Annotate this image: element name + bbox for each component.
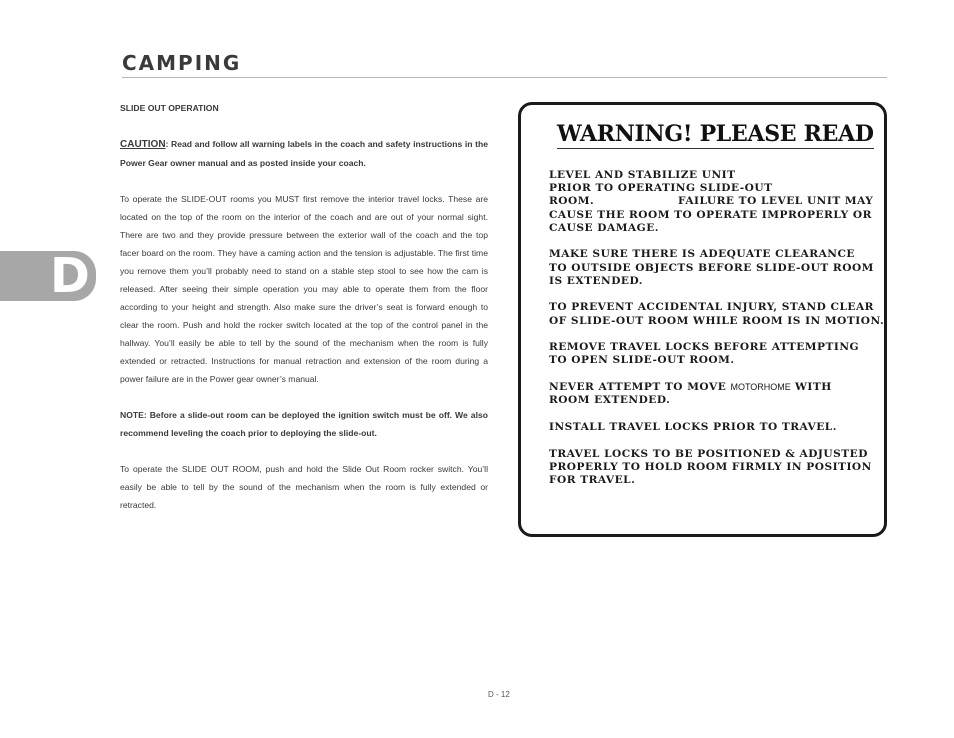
operation-paragraph: To operate the SLIDE-OUT rooms you MUST first remove the interior travel locks. These are located on the top of the room on the interior of the coach and are out of your normal sight. There are two and they provide pressure between the exterior wall of the coach and the top facer board on the room. They have a caming action and the tension is adjustable. The first time you remove them you’ll probably need to stand on a stable step stool to see how the cam is released. After seeing their simple operation you may able to operate them from the floor according to your height and strength. Also make sure the driver’s seat is forward enough to clear the room. Push and hold the rocker switch located at the top of the control panel in the hallway. You’ll easily be able to tell by the sound of the mechanism when the room is fully extended or retracted. Instructions for manual retraction and extension of the room during a power failure are in the Power gear owner’s manual. xyxy=(120,194,488,384)
warning-line: PRIOR TO OPERATING SLIDE-OUT xyxy=(549,182,773,194)
warning-line: MAKE SURE THERE IS ADEQUATE CLEARANCE xyxy=(549,248,855,260)
warning-line: LEVEL AND STABILIZE UNIT xyxy=(549,169,736,181)
warning-line: TO OUTSIDE OBJECTS BEFORE SLIDE-OUT ROOM xyxy=(549,262,874,274)
warning-line: CAUSE DAMAGE. xyxy=(549,222,659,234)
warning-line: PROPERLY TO HOLD ROOM FIRMLY IN POSITION xyxy=(549,461,872,473)
page-title: CAMPING xyxy=(122,51,242,75)
warning-line: TO PREVENT ACCIDENTAL INJURY, STAND CLEAR xyxy=(549,301,874,313)
warning-text: WITH xyxy=(790,381,832,393)
warning-line: CAUSE THE ROOM TO OPERATE IMPROPERLY OR xyxy=(549,209,872,221)
body-text-column xyxy=(120,99,488,532)
motorhome-word: MOTORHOME xyxy=(730,382,791,392)
warning-line: IS EXTENDED. xyxy=(549,275,643,287)
caution-label: CAUTION xyxy=(120,139,166,150)
warning-text: NEVER ATTEMPT TO MOVE xyxy=(549,381,731,393)
warning-title: WARNING! PLEASE READ xyxy=(557,121,874,147)
warning-line: REMOVE TRAVEL LOCKS BEFORE ATTEMPTING xyxy=(549,341,860,353)
operation-paragraph-2: To operate the SLIDE OUT ROOM, push and hold the Slide Out Room rocker switch. You’ll easily be able to tell by the sound of the mechanism when the room is fully extended or retracted. xyxy=(120,464,488,510)
warning-line: TO OPEN SLIDE-OUT ROOM. xyxy=(549,354,735,366)
warning-line: ROOM. FAILURE TO LEVEL UNIT MAY xyxy=(549,195,874,207)
warning-line xyxy=(549,381,832,395)
warning-line: ROOM EXTENDED. xyxy=(549,394,671,406)
section-tab-letter: D xyxy=(50,248,90,304)
section-tab xyxy=(0,248,96,304)
caution-text: : Read and follow all warning labels in the coach and safety instructions in the Power Gear owner manual and as posted inside your coach. xyxy=(120,139,488,168)
page-number: D - 12 xyxy=(488,690,510,699)
page-header xyxy=(122,50,887,78)
section-title: SLIDE OUT OPERATION xyxy=(120,103,219,113)
warning-label xyxy=(518,102,887,537)
warning-line: INSTALL TRAVEL LOCKS PRIOR TO TRAVEL. xyxy=(549,421,837,433)
note-paragraph: NOTE: Before a slide-out room can be deployed the ignition switch must be off. We also recommend leveling the coach prior to deploying the slide-out. xyxy=(120,410,488,438)
warning-line: FOR TRAVEL. xyxy=(549,474,636,486)
warning-line: TRAVEL LOCKS TO BE POSITIONED & ADJUSTED xyxy=(549,448,868,460)
warning-line: OF SLIDE-OUT ROOM WHILE ROOM IS IN MOTION. xyxy=(549,315,885,327)
caution-paragraph xyxy=(120,135,488,172)
